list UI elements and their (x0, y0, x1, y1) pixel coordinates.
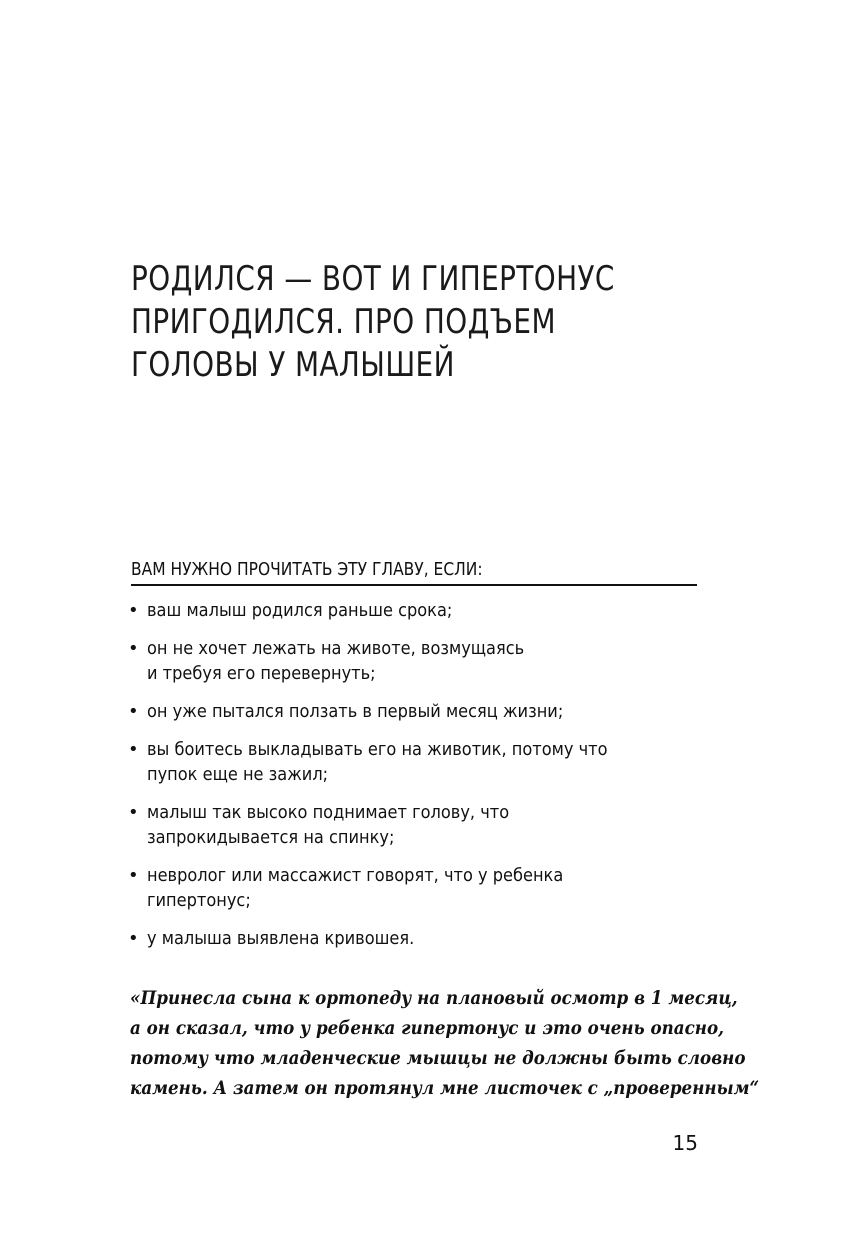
quote-line: «Принесла сына к ортопеду на плановый осмотр в 1 месяц, (130, 987, 738, 1009)
checklist-item-text: запрокидывается на спинку; (147, 827, 395, 848)
checklist-item (126, 737, 726, 787)
checklist-item-text: он не хочет лежать на животе, возмущаясь (147, 638, 525, 659)
chapter-title (131, 258, 615, 387)
chapter-title-line: ПРИГОДИЛСЯ. ПРО ПОДЪЕМ (131, 302, 556, 342)
checklist-item-text: гипертонус; (147, 890, 251, 911)
read-if-label: ВАМ НУЖНО ПРОЧИТАТЬ ЭТУ ГЛАВУ, ЕСЛИ: (131, 559, 483, 580)
bullet-icon: • (128, 638, 139, 659)
quote (130, 983, 760, 1103)
checklist-item (126, 863, 726, 913)
bullet-icon: • (128, 701, 139, 722)
checklist-item-text: пупок еще не зажил; (147, 764, 329, 785)
page-number: 15 (672, 1131, 698, 1155)
checklist-item (126, 598, 726, 623)
bullet-icon: • (128, 928, 139, 949)
checklist-item-text: невролог или массажист говорят, что у ребенка (147, 865, 564, 886)
chapter-title-line: ГОЛОВЫ У МАЛЫШЕЙ (131, 345, 455, 385)
bullet-icon: • (128, 802, 139, 823)
checklist-item-text: ваш малыш родился раньше срока; (147, 600, 453, 621)
bullet-icon: • (128, 600, 139, 621)
checklist (126, 598, 726, 964)
checklist-item (126, 636, 726, 686)
bullet-icon: • (128, 739, 139, 760)
quote-line: камень. А затем он протянул мне листочек с „проверенным“ (130, 1077, 760, 1099)
bullet-icon: • (128, 865, 139, 886)
checklist-item (126, 699, 726, 724)
quote-line: а он сказал, что у ребенка гипертонус и это очень опасно, (130, 1017, 724, 1039)
checklist-item (126, 800, 726, 850)
checklist-item (126, 926, 726, 951)
checklist-item-text: у малыша выявлена кривошея. (147, 928, 415, 949)
chapter-title-line: РОДИЛСЯ — ВОТ И ГИПЕРТОНУС (131, 259, 615, 299)
checklist-item-text: малыш так высоко поднимает голову, что (147, 802, 510, 823)
read-if-heading (131, 558, 697, 586)
quote-line: потому что младенческие мышцы не должны быть словно (130, 1047, 746, 1069)
checklist-item-text: вы боитесь выкладывать его на животик, потому что (147, 739, 608, 760)
checklist-item-text: и требуя его перевернуть; (147, 663, 376, 684)
checklist-item-text: он уже пытался ползать в первый месяц жизни; (147, 701, 564, 722)
